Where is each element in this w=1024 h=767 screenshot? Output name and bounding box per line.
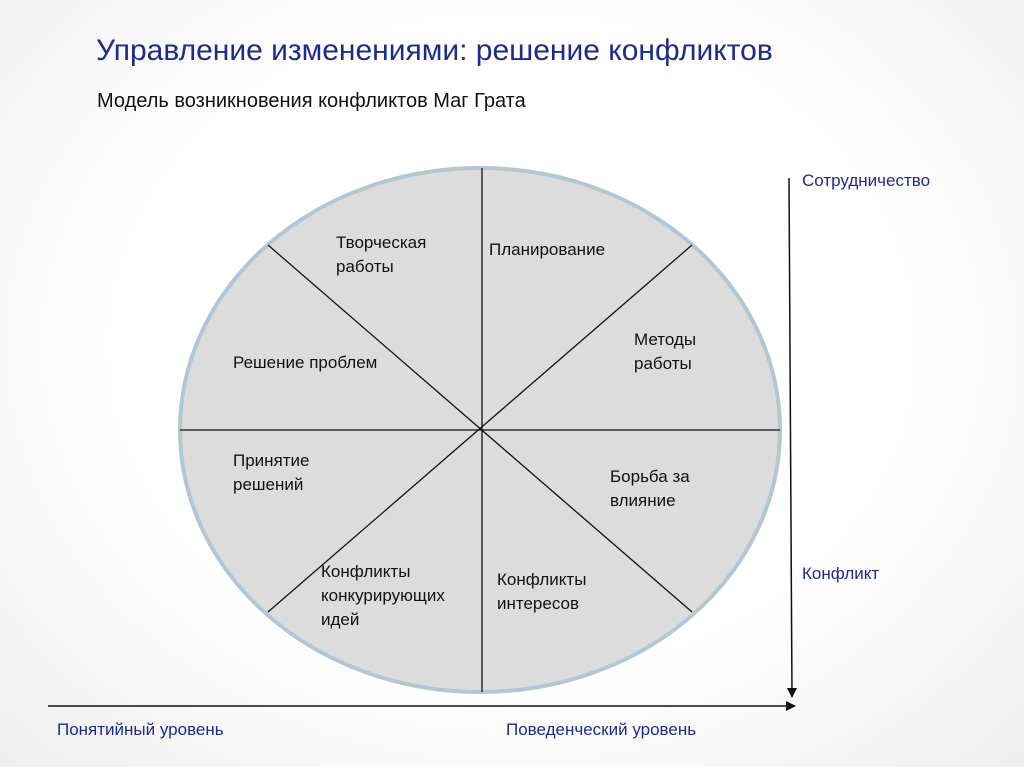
segment-line: влияние [610, 491, 676, 510]
segment-line: решений [233, 475, 304, 494]
segment-line: Борьба за [610, 467, 690, 486]
segment-planning [489, 238, 605, 262]
segment-influence-struggle [610, 465, 690, 513]
page-subtitle: Модель возникновения конфликтов Маг Грата [97, 90, 526, 112]
segment-line: Методы [634, 330, 697, 349]
axis-label-behavioral-level: Поведенческий уровень [506, 720, 697, 739]
segment-creative-work [336, 231, 426, 279]
segment-line: Конфликты [497, 570, 587, 589]
axis-label-cooperation: Сотрудничество [802, 171, 931, 190]
segment-line: работы [336, 257, 394, 276]
page-title: Управление изменениями: решение конфликтов [96, 34, 773, 67]
segment-problem-solving [233, 351, 377, 375]
segment-competing-ideas [321, 560, 445, 632]
segment-line: Планирование [489, 240, 606, 259]
segment-line: идей [321, 610, 360, 629]
segment-line: Принятие [233, 451, 310, 470]
segment-line: работы [634, 354, 692, 373]
segment-line: Решение проблем [233, 353, 378, 372]
segment-work-methods [634, 328, 696, 376]
segment-interest-conflicts [497, 568, 586, 616]
segment-line: интересов [497, 594, 580, 613]
segment-line: Конфликты [321, 562, 411, 581]
axis-label-conflict: Конфликт [802, 564, 880, 583]
segment-decision-making [233, 449, 310, 497]
axis-cooperation-conflict [789, 178, 792, 697]
segment-line: конкурирующих [321, 586, 445, 605]
axis-label-conceptual-level: Понятийный уровень [57, 720, 224, 739]
segment-line: Творческая [336, 233, 427, 252]
